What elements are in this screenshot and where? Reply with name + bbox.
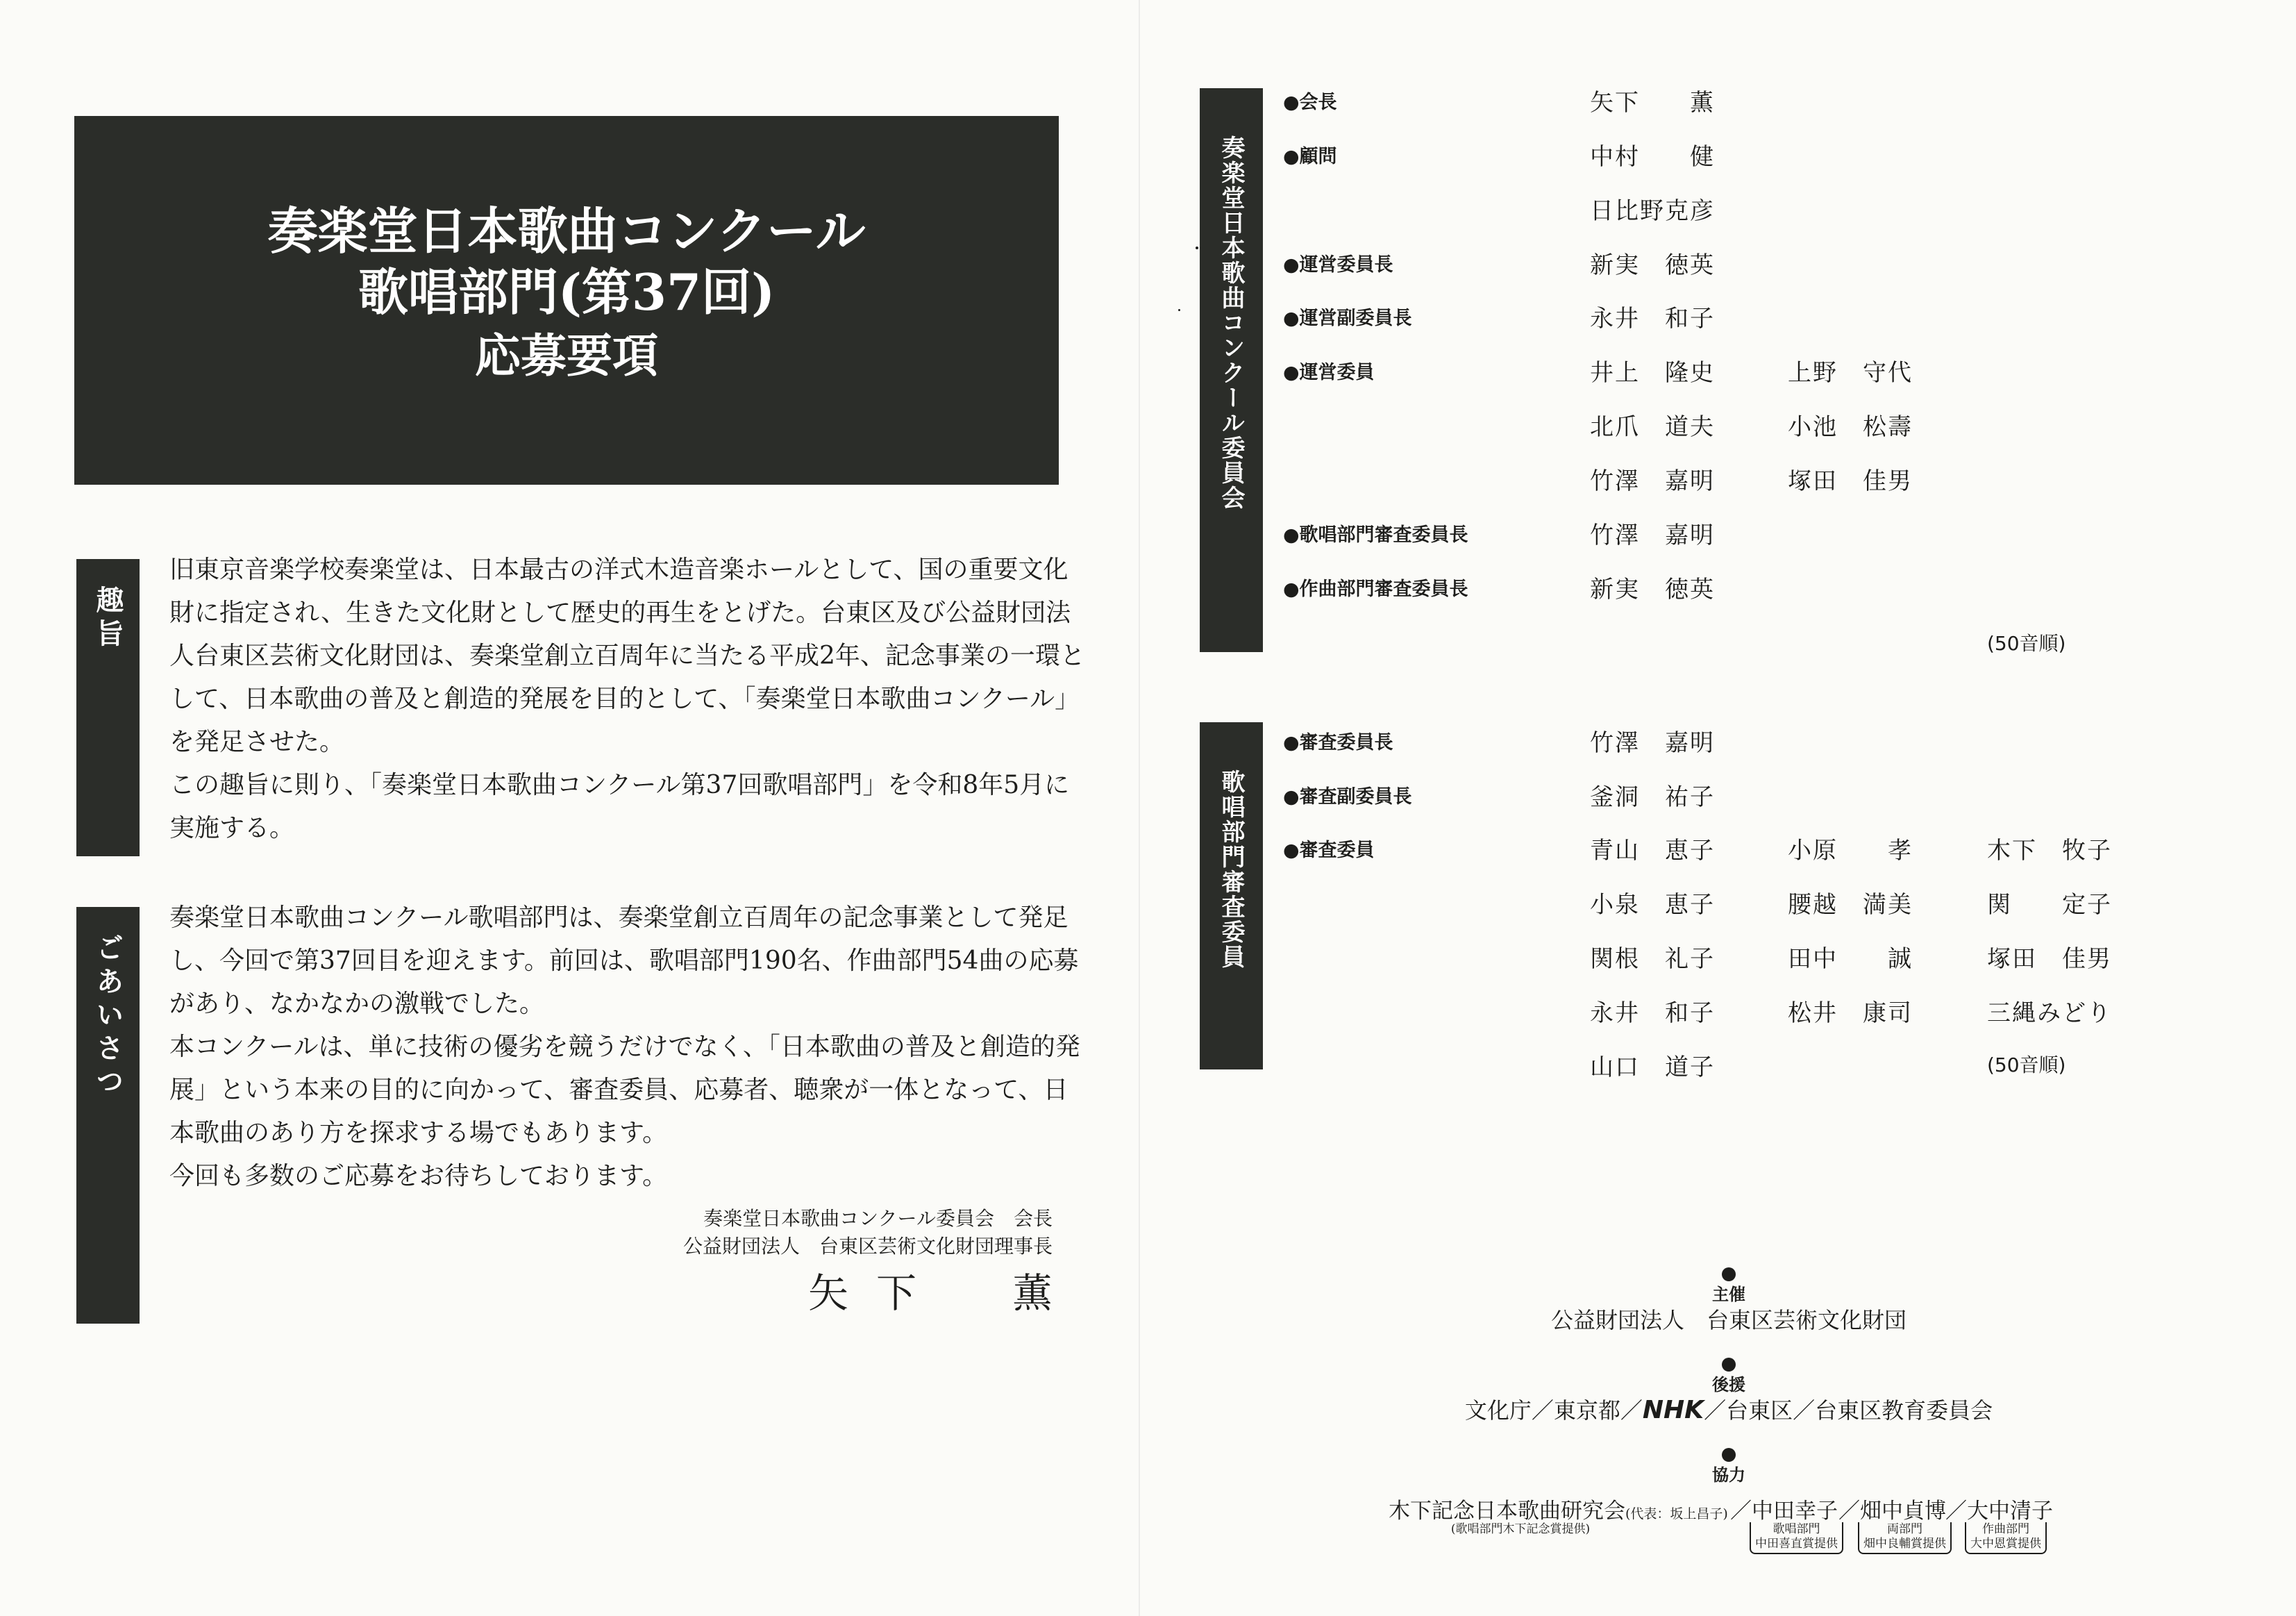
coop-person-3-note <box>1965 1522 2047 1554</box>
support-line <box>1347 1395 2111 1426</box>
section-greeting-text <box>169 897 1086 1198</box>
greeting-paragraph: 本コンクールは、単に技術の優劣を競うだけでなく、「日本歌曲の普及と創造的発展」という本来の目的に向かって、審査委員、応募者、聴衆が一体となって、日本歌曲のあり方を探求する場でもあります。 <box>169 1033 1080 1147</box>
coop-person-2-note <box>1858 1522 1952 1554</box>
committee-name: 永井 和子 <box>1590 305 1715 333</box>
coop-person-1: ／中田幸子 <box>1730 1499 1838 1524</box>
judge-name: 塚田 佳男 <box>1987 945 2112 973</box>
cooperation-main <box>1389 1493 1728 1524</box>
cooperation-block <box>1347 1448 2111 1485</box>
committee-name: 井上 隆史 <box>1590 359 1715 387</box>
committee-name: 矢下 薫 <box>1590 89 1715 117</box>
committee-name: 竹澤 嘉明 <box>1590 522 1715 549</box>
committee-name: 竹澤 嘉明 <box>1590 467 1715 495</box>
committee-name: 中村 健 <box>1590 143 1715 171</box>
support-label: 後援 <box>1712 1374 1745 1394</box>
cooperation-label: 協力 <box>1712 1465 1745 1485</box>
committee-role: ●運営委員長 <box>1283 254 1393 276</box>
signature-block <box>683 1205 1053 1260</box>
committee-order-note: (50音順) <box>1987 632 2066 655</box>
coop-main-name: 木下記念日本歌曲研究会 <box>1389 1499 1625 1524</box>
section-label-purpose: 趣旨 <box>76 559 140 856</box>
judge-name: 小原 孝 <box>1788 837 1913 865</box>
coop-p3-note-2: 大中恩賞提供 <box>1970 1537 2041 1551</box>
scan-speck <box>1196 247 1198 249</box>
committee-name: 塚田 佳男 <box>1788 467 1913 495</box>
committee-role: ●運営委員 <box>1283 362 1375 383</box>
coop-person-1-note <box>1750 1522 1843 1554</box>
purpose-paragraph: 旧東京音楽学校奏楽堂は、日本最古の洋式木造音楽ホールとして、国の重要文化財に指定され、生きた文化財として歴史的再生をとげた。台東区及び公益財団法人台東区芸術文化財団は、奏楽堂創立百周年に当たる平成2年、記念事業の一環として、日本歌曲の普及と創造的発展を目的として、「奏楽堂日本歌曲コンクール」を発足させた。 <box>169 556 1085 756</box>
scan-speck <box>1178 309 1180 311</box>
judge-name: 関 定子 <box>1987 891 2112 919</box>
coop-rep: (代表：坂上昌子) <box>1625 1506 1728 1522</box>
coop-main-note: (歌唱部門木下記念賞提供) <box>1450 1522 1591 1536</box>
judge-name: 山口 道子 <box>1590 1053 1715 1081</box>
organizer-label: 主催 <box>1712 1284 1745 1304</box>
signature-name: 矢下 薫 <box>807 1269 1080 1317</box>
coop-p2-note-2: 畑中良輔賞提供 <box>1863 1537 1946 1551</box>
judges-label: 歌唱部門審査委員 <box>1200 722 1263 1069</box>
committee-name: 北爪 道夫 <box>1590 413 1715 441</box>
title-line-1: 奏楽堂日本歌曲コンクール <box>267 201 866 260</box>
judge-name: 腰越 満美 <box>1788 891 1913 919</box>
title-line-3: 応募要項 <box>475 329 658 383</box>
judge-name: 関根 礼子 <box>1590 945 1715 973</box>
section-purpose-text <box>169 549 1086 850</box>
judge-name: 釜洞 祐子 <box>1590 783 1715 811</box>
committee-name: 小池 松壽 <box>1788 413 1913 441</box>
signature-title-1: 奏楽堂日本歌曲コンクール委員会 会長 <box>703 1207 1053 1230</box>
organizer-block <box>1347 1267 2111 1335</box>
greeting-paragraph: 今回も多数のご応募をお待ちしております。 <box>169 1162 668 1190</box>
committee-name: 新実 徳英 <box>1590 251 1715 279</box>
coop-person-3: ／大中清子 <box>1945 1499 2053 1524</box>
committee-label: 奏楽堂日本歌曲コンクール委員会 <box>1200 88 1263 652</box>
judge-name: 竹澤 嘉明 <box>1590 729 1715 757</box>
left-page <box>0 0 1139 1616</box>
committee-role: ●顧問 <box>1283 146 1337 167</box>
judge-name: 木下 牧子 <box>1987 837 2112 865</box>
judges-order-note: (50音順) <box>1987 1053 2066 1076</box>
coop-person-2: ／畑中貞博 <box>1838 1499 1946 1524</box>
coop-p2-note-1: 両部門 <box>1887 1522 1922 1536</box>
judge-name: 田中 誠 <box>1788 945 1913 973</box>
center-fold <box>1139 0 1140 1616</box>
purpose-paragraph: この趣旨に則り、「奏楽堂日本歌曲コンクール第37回歌唱部門」を令和8年5月に実施する。 <box>169 771 1070 842</box>
committee-name: 日比野克彦 <box>1590 197 1715 225</box>
committee-role: ●作曲部門審査委員長 <box>1283 578 1468 600</box>
judge-name: 小泉 恵子 <box>1590 891 1715 919</box>
nhk-logo: NHK <box>1642 1396 1704 1424</box>
support-block <box>1347 1358 2111 1426</box>
judge-name: 松井 康司 <box>1788 999 1913 1027</box>
committee-role: ●運営副委員長 <box>1283 308 1412 329</box>
judges-role: ●審査委員長 <box>1283 732 1393 753</box>
support-post: ／台東区／台東区教育委員会 <box>1704 1397 1993 1424</box>
judge-name: 永井 和子 <box>1590 999 1715 1027</box>
judge-name: 青山 恵子 <box>1590 837 1715 865</box>
committee-name: 新実 徳英 <box>1590 576 1715 603</box>
bullet-dot-icon <box>1722 1358 1736 1372</box>
support-pre: 文化庁／東京都／ <box>1464 1397 1643 1424</box>
judge-name: 三縄みどり <box>1987 999 2112 1027</box>
bullet-dot-icon <box>1722 1267 1736 1281</box>
coop-p1-note-2: 中田喜直賞提供 <box>1755 1537 1838 1551</box>
committee-role: ●会長 <box>1283 92 1337 113</box>
coop-p3-note-1: 作曲部門 <box>1982 1522 2029 1536</box>
title-line-2: 歌唱部門(第37回) <box>358 263 776 322</box>
committee-name: 上野 守代 <box>1788 359 1913 387</box>
bullet-dot-icon <box>1722 1448 1736 1462</box>
signature-title-2: 公益財団法人 台東区芸術文化財団理事長 <box>682 1235 1053 1258</box>
organizer-name: 公益財団法人 台東区芸術文化財団 <box>1550 1307 1907 1333</box>
greeting-paragraph: 奏楽堂日本歌曲コンクール歌唱部門は、奏楽堂創立百周年の記念事業として発足し、今回で第37回目を迎えます。前回は、歌唱部門190名、作曲部門54曲の応募があり、なかなかの激戦でした。 <box>169 903 1079 1018</box>
title-banner <box>74 116 1059 485</box>
judges-role: ●審査委員 <box>1283 840 1375 861</box>
section-label-greeting: ごあいさつ <box>76 907 140 1324</box>
committee-role: ●歌唱部門審査委員長 <box>1283 524 1468 546</box>
judges-role: ●審査副委員長 <box>1283 786 1412 808</box>
coop-p1-note-1: 歌唱部門 <box>1773 1522 1820 1536</box>
